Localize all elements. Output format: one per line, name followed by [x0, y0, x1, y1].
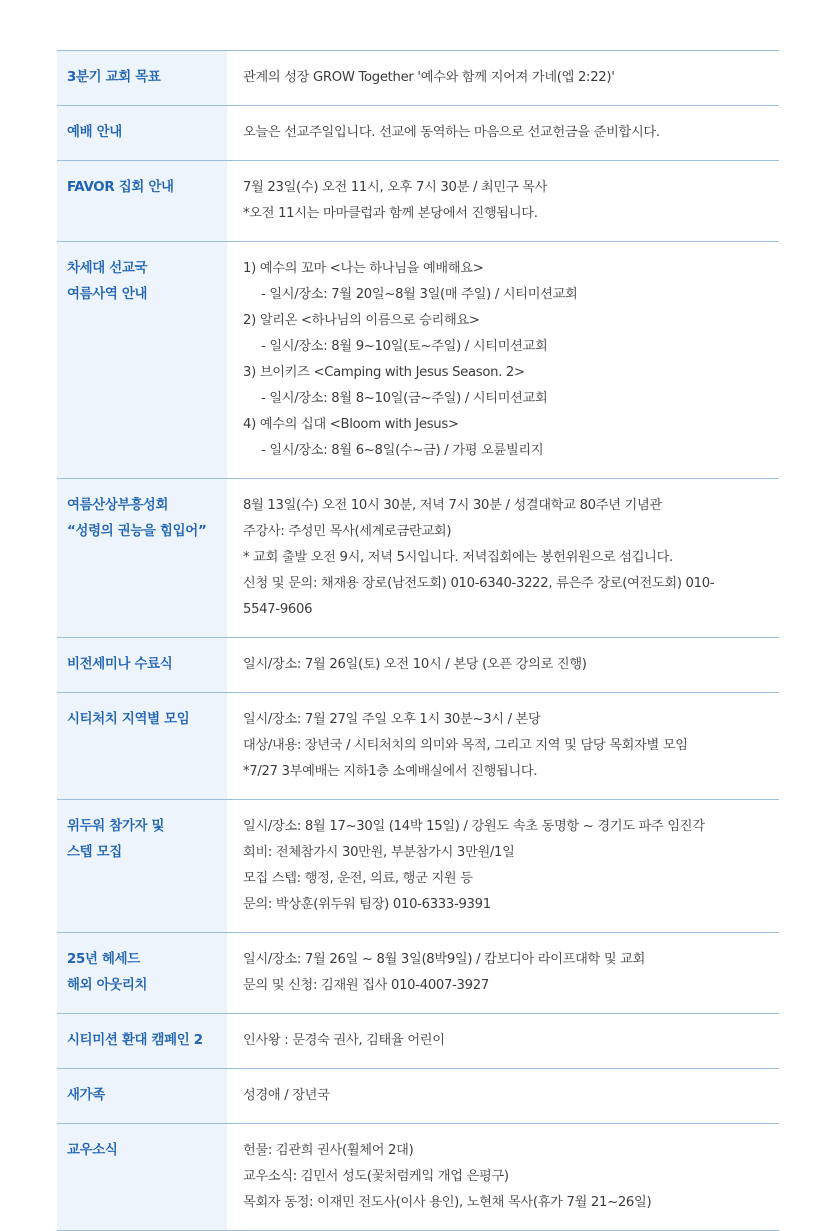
announcement-content [227, 51, 779, 105]
announcement-content [227, 693, 779, 799]
announcement-label-line: FAVOR 집회 안내 [67, 180, 174, 195]
announcement-content [227, 242, 779, 478]
announcement-text-line: 신청 및 문의: 채재용 장로(남전도회) 010-6340-3222, 류은주 장로(여전도회) 010- [243, 576, 715, 591]
announcement-content [227, 638, 779, 692]
announcement-label-line: 차세대 선교국 [67, 261, 148, 276]
announcement-text-line: 일시/장소: 7월 26일(토) 오전 10시 / 본당 (오픈 강의로 진행) [243, 657, 587, 672]
announcement-label [57, 161, 227, 241]
announcement-label [57, 1014, 227, 1068]
announcement-label-line: 위두워 참가자 및 [67, 819, 165, 834]
announcement-content [227, 800, 779, 932]
announcement-label-line: 시티처치 지역별 모임 [67, 712, 190, 727]
announcement-content [227, 479, 779, 637]
announcement-label-line: “성령의 권능을 힘입어” [67, 524, 207, 539]
announcement-text-line: 헌물: 김관희 권사(휠체어 2대) [243, 1143, 414, 1158]
announcement-text-line: 2) 알리온 <하나님의 이름으로 승리해요> [243, 313, 480, 328]
announcement-label-line: 교우소식 [67, 1143, 118, 1158]
announcement-text-line: *오전 11시는 마마클럽과 함께 본당에서 진행됩니다. [243, 206, 538, 221]
announcement-text-line: 모집 스텝: 행정, 운전, 의료, 행군 지원 등 [243, 871, 473, 886]
announcement-label-line: 25년 헤세드 [67, 952, 140, 967]
announcement-text-line: 일시/장소: 7월 26일 ~ 8월 3일(8박9일) / 캄보디아 라이프대학 및 교회 [243, 952, 646, 967]
announcement-text-line: 문의: 박상훈(위두워 팀장) 010-6333-9391 [243, 897, 491, 912]
announcement-text-line: 4) 예수의 십대 <Bloom with Jesus> [243, 417, 459, 432]
announcement-text-line: 목회자 동정: 이재민 전도사(이사 용인), 노현채 목사(휴가 7월 21~26일) [243, 1195, 652, 1210]
announcement-label [57, 693, 227, 799]
announcement-text-line: - 일시/장소: 8월 9~10일(토~주일) / 시티미션교회 [261, 339, 548, 354]
announcement-row-worship-info [57, 106, 779, 161]
announcement-label [57, 106, 227, 160]
announcement-label-line: 여름산상부흥성회 [67, 498, 169, 513]
announcement-text-line: - 일시/장소: 7월 20일~8월 3일(매 주일) / 시티미션교회 [261, 287, 578, 302]
announcement-label-line: 해외 아웃리치 [67, 978, 148, 993]
announcement-label [57, 933, 227, 1013]
announcement-row-widuwon-recruit [57, 800, 779, 933]
announcement-label-line: 3분기 교회 목표 [67, 70, 161, 85]
announcement-row-vision-seminar [57, 638, 779, 693]
announcement-label [57, 1124, 227, 1230]
announcement-text-line: 교우소식: 김민서 성도(꽃처럼케잌 개업 은평구) [243, 1169, 509, 1184]
announcement-text-line: 주강사: 주성민 목사(세계로금란교회) [243, 524, 452, 539]
announcement-text-line: 7월 23일(수) 오전 11시, 오후 7시 30분 / 최민구 목사 [243, 180, 548, 195]
announcement-content [227, 1124, 779, 1230]
announcement-content [227, 161, 779, 241]
announcement-text-line: - 일시/장소: 8월 8~10일(금~주일) / 시티미션교회 [261, 391, 548, 406]
announcement-text-line: 대상/내용: 장년국 / 시티처치의 의미와 목적, 그리고 지역 및 담당 목회자별 모임 [243, 738, 688, 753]
announcement-row-member-news [57, 1124, 779, 1231]
announcement-label [57, 1069, 227, 1123]
announcement-text-line: 성경애 / 장년국 [243, 1088, 330, 1103]
announcement-text-line: 3) 브이키즈 <Camping with Jesus Season. 2> [243, 365, 525, 380]
announcement-label [57, 800, 227, 932]
announcement-content [227, 106, 779, 160]
announcement-label-line: 예배 안내 [67, 125, 122, 140]
announcement-row-favor-meeting [57, 161, 779, 242]
announcement-content [227, 1014, 779, 1068]
announcement-label-line: 비전세미나 수료식 [67, 657, 173, 672]
announcement-row-new-family [57, 1069, 779, 1124]
announcement-text-line: 회비: 전체참가시 30만원, 부분참가시 3만원/1일 [243, 845, 515, 860]
announcement-label [57, 479, 227, 637]
announcement-text-line: 오늘은 선교주일입니다. 선교에 동역하는 마음으로 선교헌금을 준비합시다. [243, 125, 660, 140]
announcement-text-line: - 일시/장소: 8월 6~8일(수~금) / 가평 오륜빌리지 [261, 443, 544, 458]
announcement-label-line: 스텝 모집 [67, 845, 122, 860]
announcement-label-line: 시티미션 환대 캠페인 2 [67, 1033, 203, 1048]
announcement-text-line: *7/27 3부예배는 지하1층 소예배실에서 진행됩니다. [243, 764, 538, 779]
announcement-label [57, 638, 227, 692]
announcement-row-quarter-goal [57, 51, 779, 106]
announcement-text-line: 5547-9606 [243, 602, 313, 617]
announcement-content [227, 1069, 779, 1123]
announcement-text-line: 8월 13일(수) 오전 10시 30분, 저녁 7시 30분 / 성결대학교 80주년 기념관 [243, 498, 662, 513]
announcement-text-line: 1) 예수의 꼬마 <나는 하나님을 예배해요> [243, 261, 484, 276]
announcement-label-line: 여름사역 안내 [67, 287, 148, 302]
announcement-label [57, 242, 227, 478]
announcement-text-line: 일시/장소: 8월 17~30일 (14박 15일) / 강원도 속초 동명항 ~ 경기도 파주 임진각 [243, 819, 705, 834]
announcement-row-hesed-outreach [57, 933, 779, 1014]
announcement-text-line: * 교회 출발 오전 9시, 저녁 5시입니다. 저녁집회에는 봉헌위원으로 섬깁니다. [243, 550, 673, 565]
announcement-row-next-gen-summer [57, 242, 779, 479]
announcement-text-line: 일시/장소: 7월 27일 주일 오후 1시 30분~3시 / 본당 [243, 712, 541, 727]
announcement-table [57, 50, 779, 1231]
announcement-text-line: 인사왕 : 문경숙 권사, 김태율 어린이 [243, 1033, 445, 1048]
announcement-text-line: 관계의 성장 GROW Together '예수와 함께 지어져 가네(엡 2:22)' [243, 70, 615, 85]
announcement-text-line: 문의 및 신청: 김재원 집사 010-4007-3927 [243, 978, 489, 993]
announcement-row-city-church-regional [57, 693, 779, 800]
announcement-label [57, 51, 227, 105]
announcement-row-summer-revival [57, 479, 779, 638]
announcement-label-line: 새가족 [67, 1088, 105, 1103]
announcement-content [227, 933, 779, 1013]
announcement-row-welcome-campaign [57, 1014, 779, 1069]
